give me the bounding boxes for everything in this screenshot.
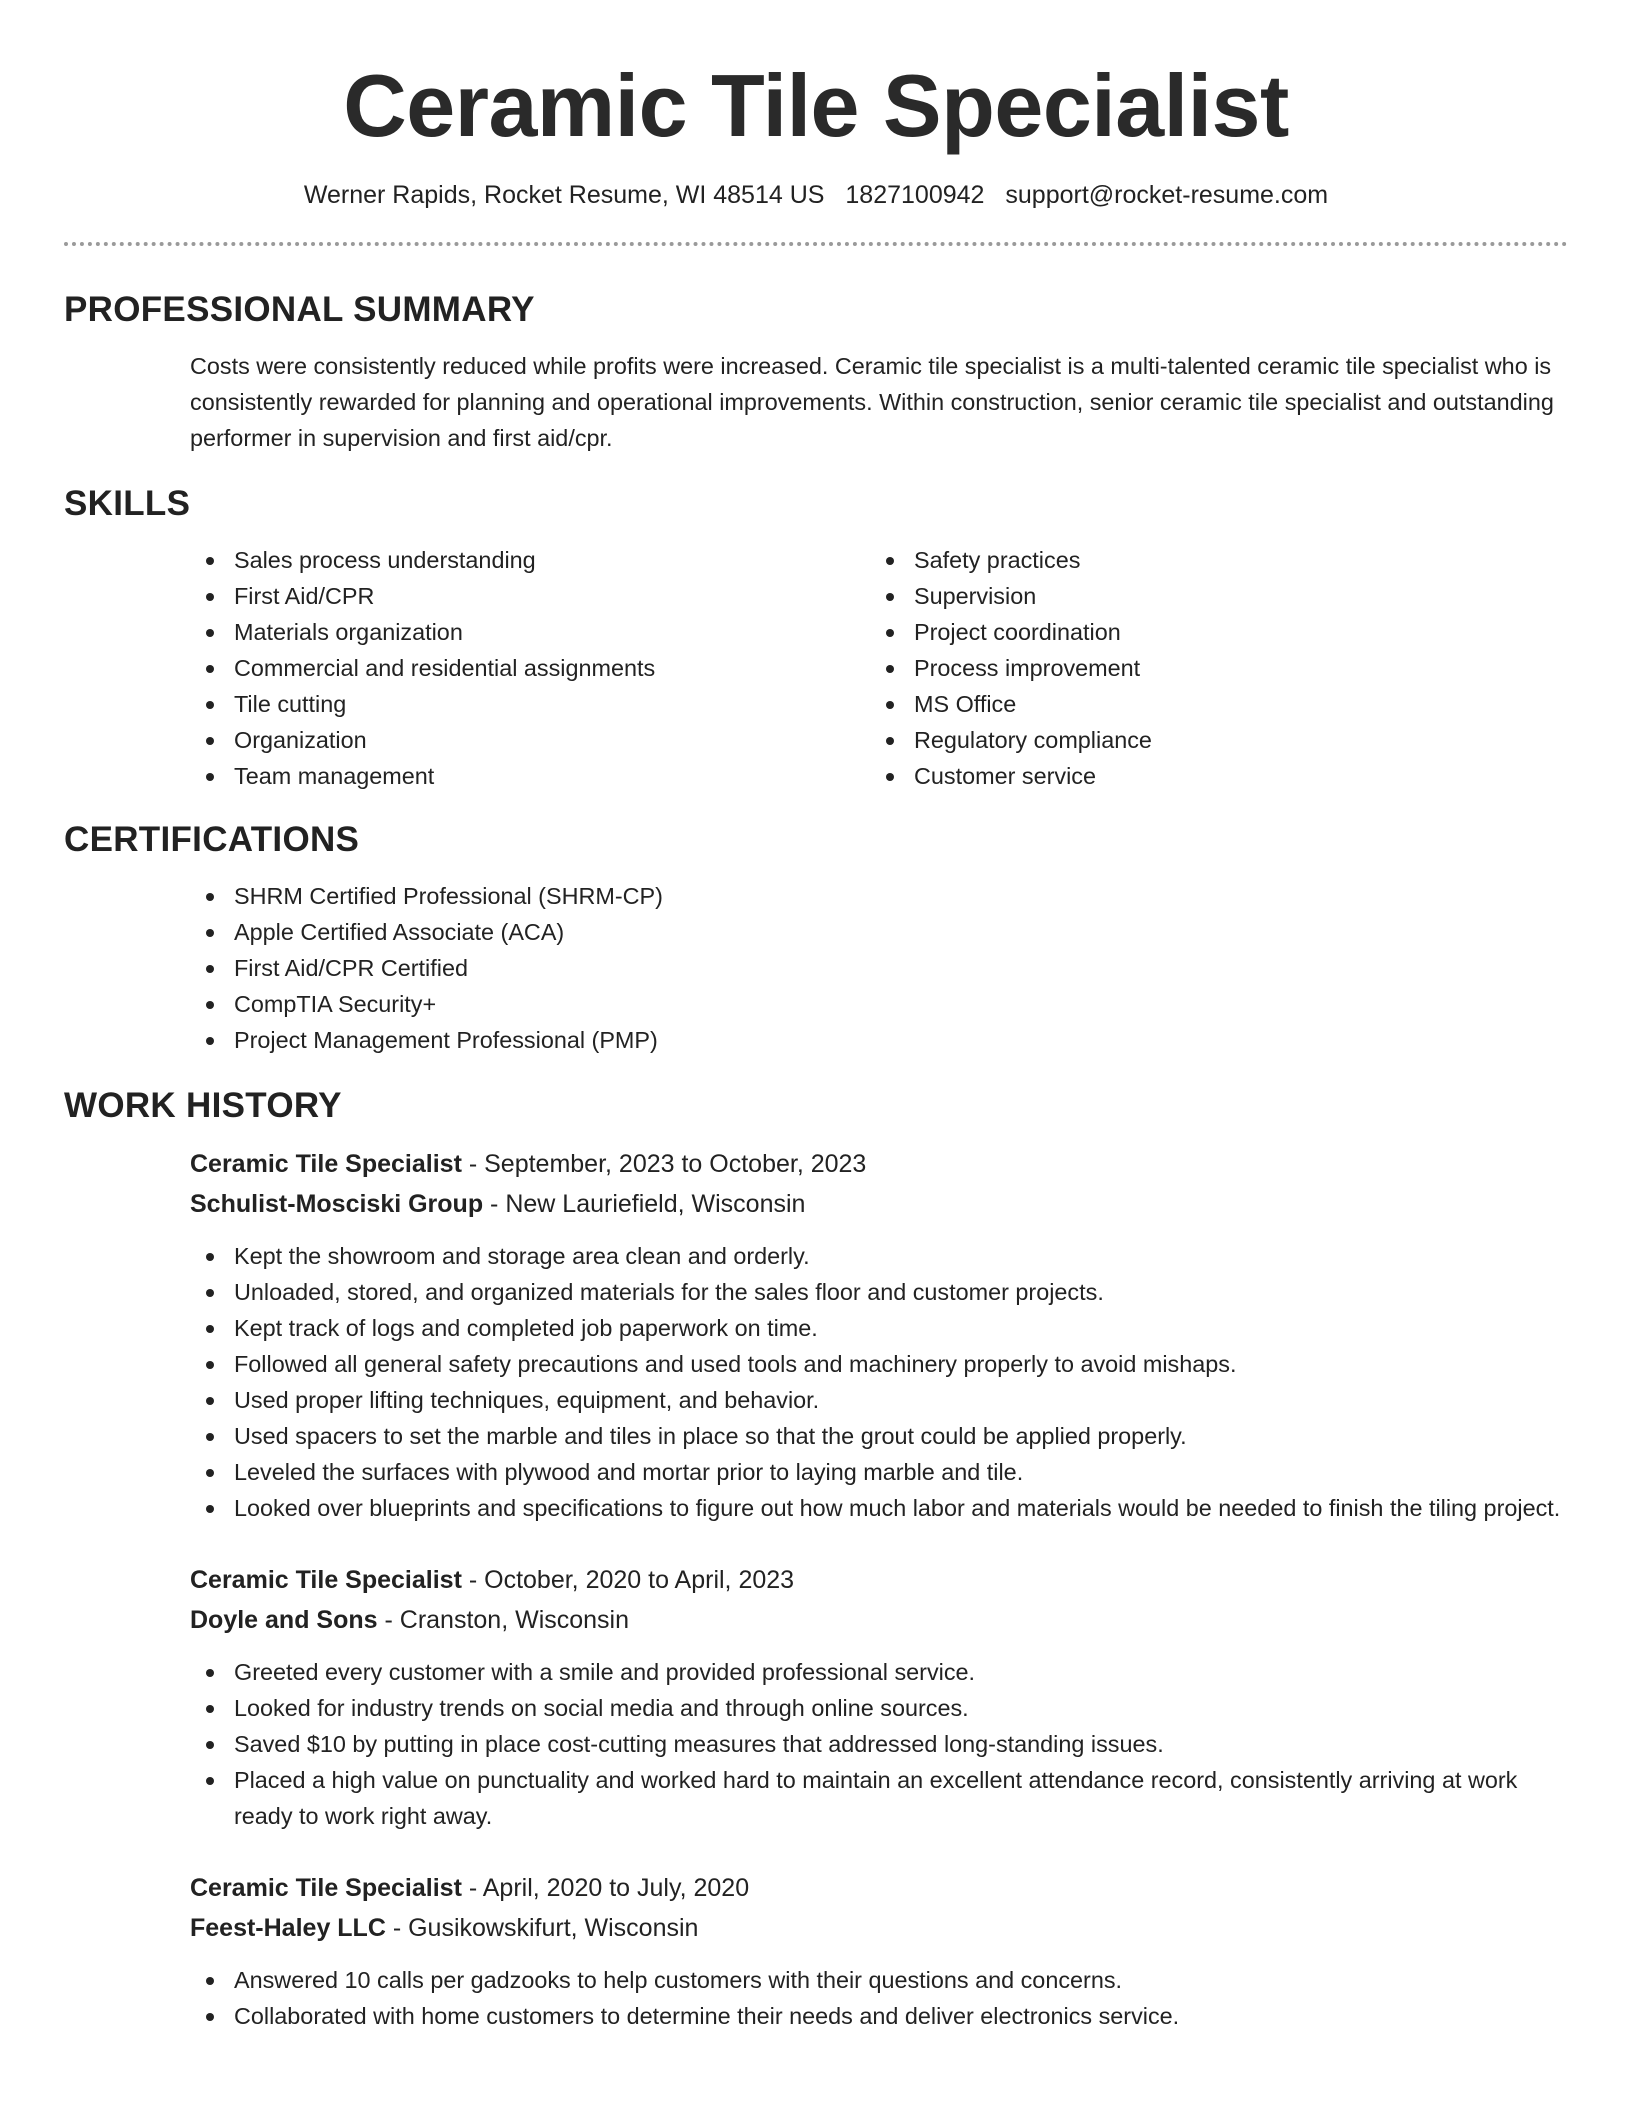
- job-duty: Kept the showroom and storage area clean and orderly.: [190, 1238, 1568, 1274]
- job-entry: [190, 1144, 1568, 1526]
- job-title-line: [190, 1560, 1568, 1600]
- skill-item: Team management: [190, 758, 870, 794]
- job-duty: Collaborated with home customers to determine their needs and deliver electronics service.: [190, 1998, 1568, 2034]
- job-company: Doyle and Sons: [190, 1606, 378, 1634]
- header-divider: [64, 242, 1568, 246]
- job-duty: Unloaded, stored, and organized materials for the sales floor and customer projects.: [190, 1274, 1568, 1310]
- job-duty: Leveled the surfaces with plywood and mortar prior to laying marble and tile.: [190, 1454, 1568, 1490]
- job-duty: Kept track of logs and completed job paperwork on time.: [190, 1310, 1568, 1346]
- job-title-line: [190, 1144, 1568, 1184]
- job-duties-list: [190, 1238, 1568, 1526]
- certifications-heading: CERTIFICATIONS: [64, 820, 360, 859]
- job-dates: - September, 2023 to October, 2023: [461, 1150, 867, 1178]
- certification-item: Apple Certified Associate (ACA): [190, 914, 1568, 950]
- skill-item: Materials organization: [190, 614, 870, 650]
- job-dates: - October, 2020 to April, 2023: [461, 1566, 795, 1594]
- job-duty: Looked over blueprints and specifications to figure out how much labor and materials would be needed to finish the tiling project.: [190, 1490, 1568, 1526]
- job-duty: Greeted every customer with a smile and provided professional service.: [190, 1654, 1568, 1690]
- skill-item: MS Office: [870, 686, 1550, 722]
- contact-address: Werner Rapids, Rocket Resume, WI 48514 US: [303, 181, 825, 209]
- job-role: Ceramic Tile Specialist: [190, 1566, 462, 1594]
- skill-item: Process improvement: [870, 650, 1550, 686]
- job-duties-list: [190, 1654, 1568, 1834]
- skills-column-right: [870, 542, 1550, 794]
- job-company-line: [190, 1600, 1568, 1640]
- job-company: Feest-Haley LLC: [190, 1914, 386, 1942]
- job-company-line: [190, 1184, 1568, 1224]
- job-duty: Looked for industry trends on social media and through online sources.: [190, 1690, 1568, 1726]
- skill-item: Supervision: [870, 578, 1550, 614]
- job-duty: Used proper lifting techniques, equipment, and behavior.: [190, 1382, 1568, 1418]
- certification-item: SHRM Certified Professional (SHRM-CP): [190, 878, 1568, 914]
- job-entry: [190, 1560, 1568, 1834]
- skill-item: Regulatory compliance: [870, 722, 1550, 758]
- skills-list: [190, 542, 1568, 794]
- summary-text: Costs were consistently reduced while profits were increased. Ceramic tile specialist is a multi-talented ceramic tile specialist who is consistently rewarded for planning and operational improvements. Within construction, senior ceramic tile specialist and outstanding performer in supervision and first aid/cpr.: [190, 353, 1554, 451]
- skill-item: Safety practices: [870, 542, 1550, 578]
- skill-item: Sales process understanding: [190, 542, 870, 578]
- job-duty: Answered 10 calls per gadzooks to help customers with their questions and concerns.: [190, 1962, 1568, 1998]
- job-role: Ceramic Tile Specialist: [190, 1150, 462, 1178]
- job-role: Ceramic Tile Specialist: [190, 1874, 462, 1902]
- skill-item: Project coordination: [870, 614, 1550, 650]
- job-duty: Followed all general safety precautions and used tools and machinery properly to avoid mishaps.: [190, 1346, 1568, 1382]
- skills-column-left: [190, 542, 870, 794]
- job-dates: - April, 2020 to July, 2020: [461, 1874, 750, 1902]
- job-duty: Used spacers to set the marble and tiles in place so that the grout could be applied properly.: [190, 1418, 1568, 1454]
- skill-item: First Aid/CPR: [190, 578, 870, 614]
- job-duty: Placed a high value on punctuality and worked hard to maintain an excellent attendance record, consistently arriving at work ready to work right away.: [190, 1762, 1568, 1834]
- work-history-heading: WORK HISTORY: [64, 1086, 342, 1125]
- job-duties-list: [190, 1962, 1568, 2034]
- certification-item: Project Management Professional (PMP): [190, 1022, 1568, 1058]
- job-entry: [190, 1868, 1568, 2034]
- certification-item: First Aid/CPR Certified: [190, 950, 1568, 986]
- contact-phone: 1827100942: [845, 181, 985, 209]
- job-location: - Cranston, Wisconsin: [377, 1606, 630, 1634]
- skill-item: Customer service: [870, 758, 1550, 794]
- contact-line: [64, 178, 1568, 212]
- job-location: - New Lauriefield, Wisconsin: [483, 1190, 806, 1218]
- job-duty: Saved $10 by putting in place cost-cutting measures that addressed long-standing issues.: [190, 1726, 1568, 1762]
- certification-item: CompTIA Security+: [190, 986, 1568, 1022]
- certifications-list: [190, 878, 1568, 1058]
- contact-email[interactable]: support@rocket-resume.com: [1005, 181, 1329, 209]
- skills-heading: SKILLS: [64, 484, 191, 523]
- job-company: Schulist-Mosciski Group: [190, 1190, 484, 1218]
- summary-heading: PROFESSIONAL SUMMARY: [64, 290, 535, 329]
- job-location: - Gusikowskifurt, Wisconsin: [385, 1914, 699, 1942]
- skill-item: Organization: [190, 722, 870, 758]
- skill-item: Tile cutting: [190, 686, 870, 722]
- skill-item: Commercial and residential assignments: [190, 650, 870, 686]
- candidate-name: Ceramic Tile Specialist: [343, 56, 1289, 155]
- job-company-line: [190, 1908, 1568, 1948]
- job-title-line: [190, 1868, 1568, 1908]
